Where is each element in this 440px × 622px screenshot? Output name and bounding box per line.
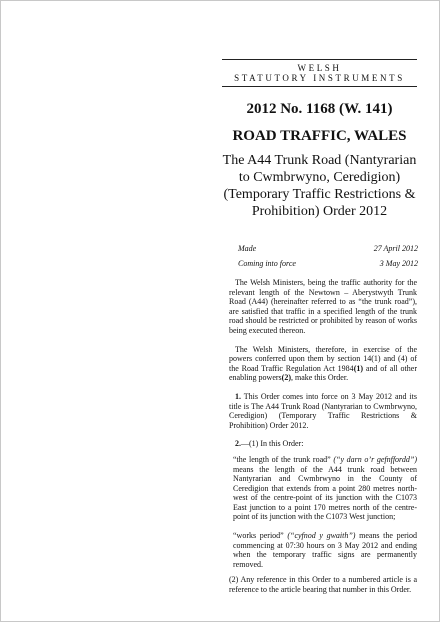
made-row	[238, 243, 418, 258]
definition-2-welsh: (“cyfnod y gwaith”)	[287, 531, 356, 541]
article-2-text: —(1) In this Order:	[241, 439, 304, 449]
preamble-paragraph-2	[229, 345, 417, 383]
coming-into-force-date: 3 May 2012	[379, 259, 418, 268]
made-date: 27 April 2012	[373, 244, 418, 253]
article-2-paragraph-2: (2) Any reference in this Order to a numbered article is a reference to the article bearing that number in this Order.	[229, 575, 417, 595]
preamble-paragraph-1: The Welsh Ministers, being the traffic authority for the relevant length of the Newtown – Aberystwyth Trunk Road (A44) (hereinafter referred to as “the trunk road”), are satisfied that traffic in a specified length of the trunk road should be restricted or prohibited by reason of works being executed thereon.	[229, 278, 417, 335]
header-top-rule	[222, 59, 417, 60]
definition-1-term: “the length of the trunk road”	[233, 454, 334, 464]
order-number: 2012 No. 1168 (W. 141)	[246, 101, 393, 117]
article-1-text: This Order comes into force on 3 May 2012 and its title is The A44 Trunk Road (Nantyrarian to Cwmbrwyno, Ceredigion) (Temporary Traffic Restrictions & Prohibition) Order 2012.	[229, 391, 417, 430]
article-2-number: 2.	[235, 439, 241, 449]
definition-2-term: “works period”	[233, 531, 288, 541]
dates-table	[238, 243, 418, 273]
article-2	[229, 439, 417, 449]
order-body	[229, 278, 417, 604]
preamble-2-text-c: , make this Order.	[290, 373, 349, 383]
definition-works-period	[229, 531, 417, 569]
header-bottom-rule	[222, 86, 417, 87]
header-line-welsh: WELSH	[297, 63, 342, 73]
made-label: Made	[238, 244, 257, 253]
footnote-ref-2[interactable]: (2)	[281, 373, 291, 383]
subject-heading: ROAD TRAFFIC, WALES	[232, 128, 407, 144]
series-header	[222, 59, 417, 87]
preamble-2-text-a: The Welsh Ministers, therefore, in exercise of the powers conferred upon them by section 14(1) and (4) of the Road Traffic Regulation Act 1984	[229, 344, 417, 373]
definition-2-text: means the period commencing at 07:30 hours on 3 May 2012 and ending when the temporary traffic signs are permanently removed.	[233, 531, 418, 569]
definition-1-welsh: (“y darn o’r gefnffordd”)	[333, 454, 417, 464]
order-title: The A44 Trunk Road (Nantyrarian to Cwmbrwyno, Ceredigion) (Temporary Traffic Restrictions & Prohibition) Order 2012	[222, 153, 417, 219]
coming-into-force-row	[238, 258, 418, 273]
article-1-number: 1.	[235, 391, 241, 401]
header-line-statutory-instruments: STATUTORY INSTRUMENTS	[234, 73, 405, 83]
article-1	[229, 392, 417, 430]
coming-into-force-label: Coming into force	[238, 259, 296, 268]
definition-length-of-trunk-road	[229, 455, 417, 522]
definition-1-text: means the length of the A44 trunk road between Nantyrarian and Cwmbrwyno in the County of Ceredigion that extends from a point 280 metres north-west of the centre-point of its junction with the C1073 East junction to a point 170 metres north of the centre-point of its junction with the C1073 West junction;	[233, 464, 417, 522]
footnote-ref-1[interactable]: (1)	[353, 363, 364, 373]
preamble-2-text-b: and of all other enabling powers	[229, 363, 417, 383]
